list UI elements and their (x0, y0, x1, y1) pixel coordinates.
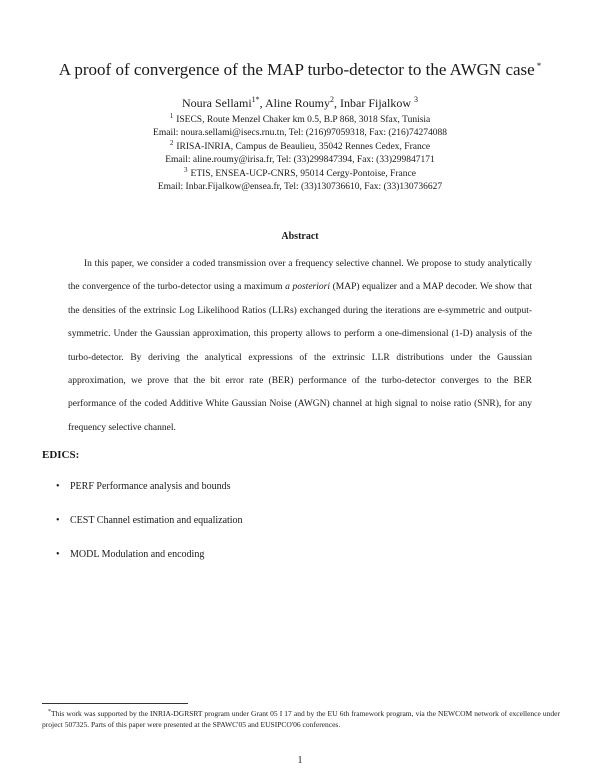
abstract-text-part1: In this paper, we consider a coded transmission over a frequency selective channel. We propose to study analytically the convergence of the turbo-detector using a maximum (68, 259, 532, 293)
affiliation-address: ETIS, ENSEA-UCP-CNRS, 95014 Cergy-Pontoise, France (190, 169, 416, 179)
affiliation-number: 3 (184, 166, 188, 174)
author-superscript: 1* (251, 95, 260, 104)
abstract-heading: Abstract (281, 231, 319, 242)
bullet-icon: • (56, 481, 60, 492)
author-superscript: 3 (414, 95, 418, 104)
affiliation-contact: Email: aline.roumy@irisa.fr, Tel: (33)299847394, Fax: (33)299847171 (165, 155, 435, 165)
footnote-marker: * (48, 709, 51, 715)
page-number: 1 (297, 755, 303, 766)
bullet-icon: • (56, 549, 60, 560)
abstract-body (68, 253, 532, 440)
paper-title (0, 60, 600, 80)
author-name: Noura Sellami (182, 96, 252, 110)
edics-item-text: MODL Modulation and encoding (70, 549, 205, 560)
author-list: Noura Sellami$^{1*}$, Aline Roumy$^2$, Inbar Fijalkow $^3$ (182, 95, 418, 110)
affiliation-contact: Email: Inbar.Fijalkow@ensea.fr, Tel: (33)130736610, Fax: (33)130736627 (157, 182, 443, 192)
title-footnote-marker: * (536, 61, 542, 71)
abstract-italic-term: a posteriori (285, 282, 330, 293)
edics-list (56, 480, 243, 582)
author-name: Aline Roumy (265, 96, 330, 110)
list-item (56, 480, 243, 514)
edics-heading: EDICS: (42, 449, 80, 461)
footnote (42, 707, 560, 730)
edics-item-text: CEST Channel estimation and equalization (70, 515, 243, 526)
footnote-divider (42, 703, 188, 704)
affiliation-address: ISECS, Route Menzel Chaker km 0.5, B.P 868, 3018 Sfax, Tunisia (176, 115, 431, 125)
list-item (56, 548, 243, 582)
affiliation-address: IRISA-INRIA, Campus de Beaulieu, 35042 Rennes Cedex, France (176, 142, 431, 152)
abstract-text-part2: (MAP) equalizer and a MAP decoder. We show that the densities of the extrinsic Log Likelihood Ratios (LLRs) exchanged during the iterations are e-symmetric and output-symmetric. Under the Gaussian approximation, this property allows to perform a one-dimensional (1-D) analysis of the turbo-detector. By deriving the analytical expressions of the extrinsic LLR distributions under the Gaussian approximation, we prove that the bit error rate (BER) performance of the turbo-detector converges to the BER performance of the coded Additive White Gaussian Noise (AWGN) channel at high signal to noise ratio (SNR), for any frequency selective channel. (68, 282, 532, 433)
affiliation-contact: Email: noura.sellami@isecs.rnu.tn, Tel: (216)97059318, Fax: (216)74274088 (153, 128, 447, 138)
affiliation-number: 1 (169, 112, 174, 120)
bullet-icon: • (56, 515, 60, 526)
author-superscript: 2 (330, 95, 334, 104)
affiliation-1 (0, 110, 600, 140)
title-text: A proof of convergence of the MAP turbo-detector to the AWGN case (58, 60, 535, 79)
affiliation-2 (0, 137, 600, 167)
affiliation-number: 2 (169, 139, 174, 147)
list-item (56, 514, 243, 548)
author-name: Inbar Fijalkow (340, 96, 411, 110)
edics-item-text: PERF Performance analysis and bounds (70, 481, 231, 492)
footnote-text: This work was supported by the INRIA-DGRSRT program under Grant 05 I 17 and by the EU 6th framework program, via the NEWCOM network of excellence under project 507325. Parts of this paper were presented at the SPAWC'05 and EUSIPCO'06 conferences. (42, 709, 560, 729)
affiliation-3 (0, 164, 600, 194)
